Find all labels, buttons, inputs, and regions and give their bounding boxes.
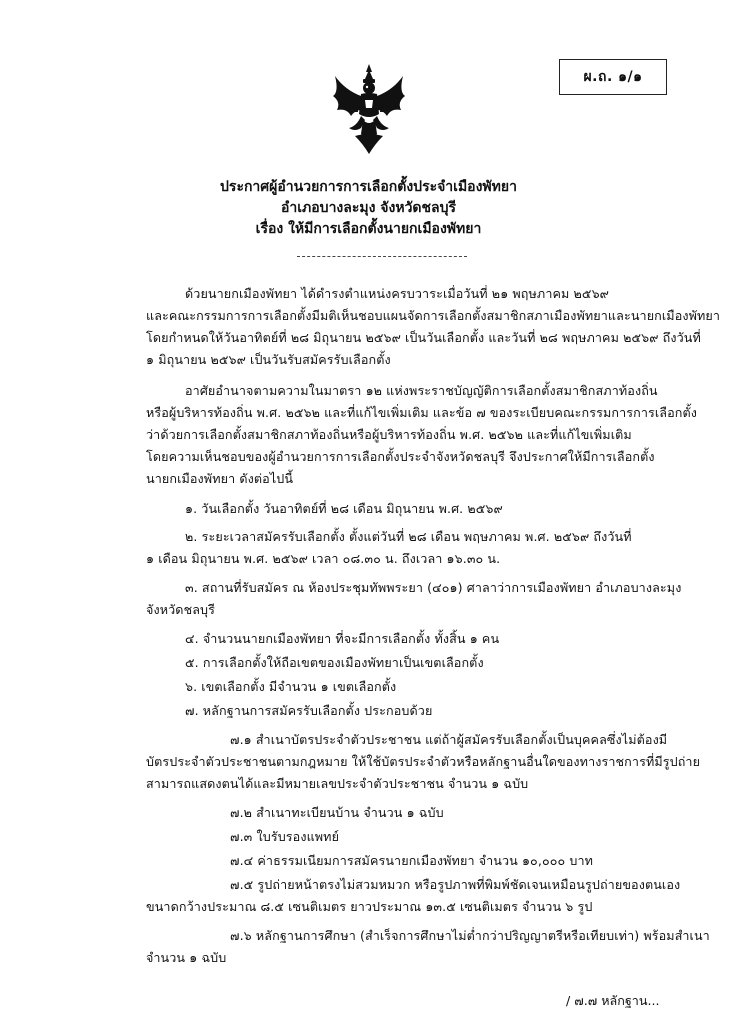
sub-item-continuation: ขนาดกว้างประมาณ ๘.๕ เซนติเมตร ยาวประมาณ ๑๓.๕ เซนติเมตร จำนวน ๖ รูป <box>146 899 593 914</box>
announcement-header <box>0 177 737 240</box>
paragraph-line: หรือผู้บริหารท้องถิ่น พ.ศ. ๒๕๖๒ และที่แก้ไขเพิ่มเติม และข้อ ๗ ของระเบียบคณะกรรมการการเลือกตั้ง <box>146 405 698 420</box>
sub-item-continuation: บัตรประจำตัวประชาชนตามกฎหมาย ให้ใช้บัตรประจำตัวหรือหลักฐานอื่นใดของทางราชการที่มีรูปถ่าย <box>146 754 701 769</box>
list-item: ๑. วันเลือกตั้ง วันอาทิตย์ที่ ๒๘ เดือน มิถุนายน พ.ศ. ๒๕๖๙ <box>185 501 503 516</box>
sub-item-continuation: สามารถแสดงตนได้และมีหมายเลขประจำตัวประชาชน จำนวน ๑ ฉบับ <box>146 776 529 791</box>
sub-item-continuation: จำนวน ๑ ฉบับ <box>146 950 227 965</box>
form-code-box: ผ.ถ. ๑/๑ <box>559 59 667 95</box>
header-title: ประกาศผู้อำนวยการการเลือกตั้งประจำเมืองพัทยา <box>220 179 517 195</box>
list-item: ๖. เขตเลือกตั้ง มีจำนวน ๑ เขตเลือกตั้ง <box>185 679 397 694</box>
sub-item: ๗.๑ สำเนาบัตรประจำตัวประชาชน แต่ถ้าผู้สมัครรับเลือกตั้งเป็นบุคคลซึ่งไม่ต้องมี <box>230 732 668 747</box>
paragraph-line: โดยกำหนดให้วันอาทิตย์ที่ ๒๘ มิถุนายน ๒๕๖๙ เป็นวันเลือกตั้ง และวันที่ ๒๘ พฤษภาคม ๒๕๖๙ ถึงวันที่ <box>146 330 701 345</box>
header-subject: เรื่อง ให้มีการเลือกตั้งนายกเมืองพัทยา <box>255 221 482 237</box>
list-item-continuation: จังหวัดชลบุรี <box>146 602 216 617</box>
header-district: อำเภอบางละมุง จังหวัดชลบุรี <box>280 200 457 216</box>
paragraph-line: อาศัยอำนาจตามความในมาตรา ๑๒ แห่งพระราชบัญญัติการเลือกตั้งสมาชิกสภาท้องถิ่น <box>185 383 658 398</box>
sub-item: ๗.๒ สำเนาทะเบียนบ้าน จำนวน ๑ ฉบับ <box>230 805 444 820</box>
sub-item: ๗.๕ รูปถ่ายหน้าตรงไม่สวมหมวก หรือรูปภาพที่พิมพ์ชัดเจนเหมือนรูปถ่ายของตนเอง <box>230 877 681 892</box>
sub-item: ๗.๓ ใบรับรองแพทย์ <box>230 829 340 844</box>
list-item: ๔. จำนวนนายกเมืองพัทยา ที่จะมีการเลือกตั้ง ทั้งสิ้น ๑ คน <box>185 631 500 646</box>
list-item: ๓. สถานที่รับสมัคร ณ ห้องประชุมทัพพระยา (๔๐๑) ศาลาว่าการเมืองพัทยา อำเภอบางละมุง <box>185 580 682 595</box>
continuation-note: / ๗.๗ หลักฐาน... <box>566 993 660 1008</box>
list-item-continuation: ๑ เดือน มิถุนายน พ.ศ. ๒๕๖๙ เวลา ๐๘.๓๐ น. ถึงเวลา ๑๖.๓๐ น. <box>146 551 501 566</box>
paragraph-line: ด้วยนายกเมืองพัทยา ได้ดำรงตำแหน่งครบวาระเมื่อวันที่ ๒๑ พฤษภาคม ๒๕๖๙ <box>185 286 609 301</box>
garuda-emblem-icon <box>331 62 407 156</box>
sub-item: ๗.๖ หลักฐานการศึกษา (สำเร็จการศึกษาไม่ต่ำกว่าปริญญาตรีหรือเทียบเท่า) พร้อมสำเนา <box>230 928 710 943</box>
list-item: ๗. หลักฐานการสมัครรับเลือกตั้ง ประกอบด้วย <box>185 703 433 718</box>
paragraph-line: และคณะกรรมการการเลือกตั้งมีมติเห็นชอบแผนจัดการเลือกตั้งสมาชิกสภาเมืองพัทยาและนายกเมืองพัทยา <box>146 308 721 323</box>
paragraph-line: ว่าด้วยการเลือกตั้งสมาชิกสภาท้องถิ่นหรือผู้บริหารท้องถิ่น พ.ศ. ๒๕๖๒ และที่แก้ไขเพิ่มเติม <box>146 427 632 442</box>
header-divider <box>297 256 467 257</box>
paragraph-line: นายกเมืองพัทยา ดังต่อไปนี้ <box>146 471 294 486</box>
paragraph-line: ๑ มิถุนายน ๒๕๖๙ เป็นวันรับสมัครรับเลือกตั้ง <box>146 352 391 367</box>
list-item: ๕. การเลือกตั้งให้ถือเขตของเมืองพัทยาเป็นเขตเลือกตั้ง <box>185 655 484 670</box>
sub-item: ๗.๔ ค่าธรรมเนียมการสมัครนายกเมืองพัทยา จำนวน ๑๐,๐๐๐ บาท <box>230 853 594 868</box>
paragraph-line: โดยความเห็นชอบของผู้อำนวยการการเลือกตั้งประจำจังหวัดชลบุรี จึงประกาศให้มีการเลือกตั้ง <box>146 449 655 464</box>
list-item: ๒. ระยะเวลาสมัครรับเลือกตั้ง ตั้งแต่วันที่ ๒๘ เดือน พฤษภาคม พ.ศ. ๒๕๖๙ ถึงวันที่ <box>185 529 632 544</box>
